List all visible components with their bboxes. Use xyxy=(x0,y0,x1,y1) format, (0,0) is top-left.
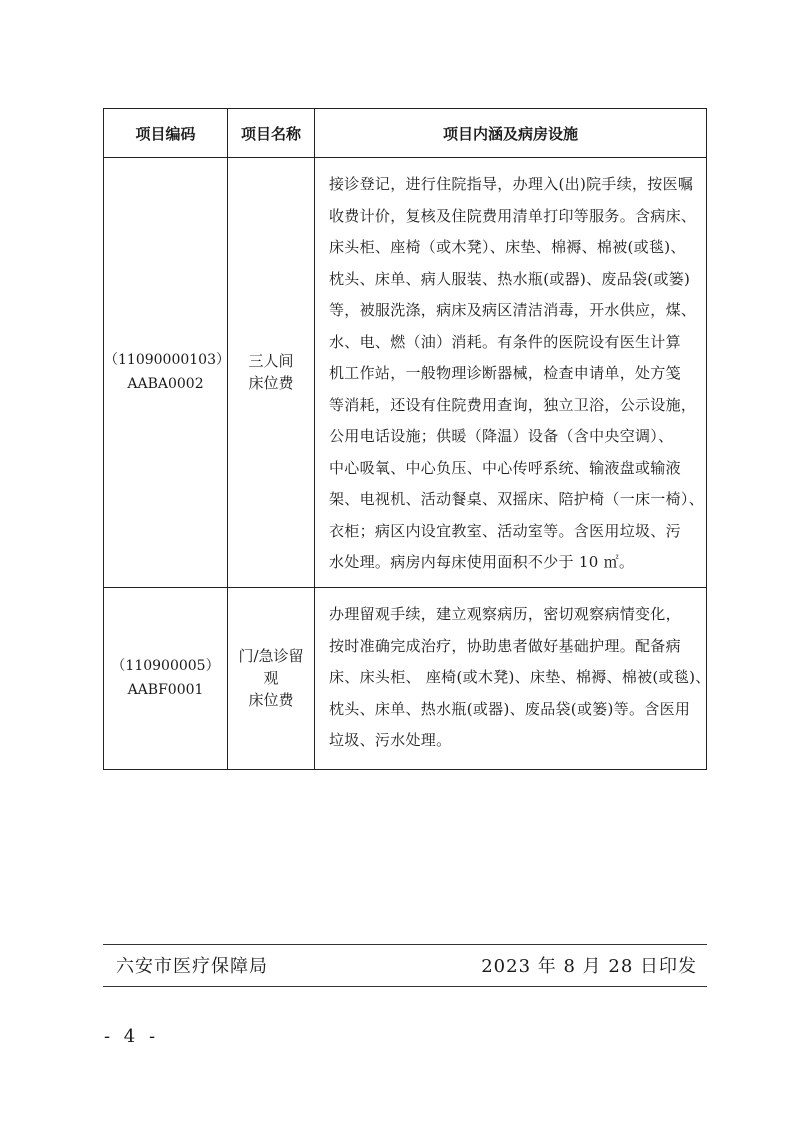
item-name-line: 观 xyxy=(263,669,279,687)
description-line: 架、电视机、活动餐桌、双摇床、陪护椅（一床一椅）、 xyxy=(329,490,705,508)
header-item-description: 项目内涵及病房设施 xyxy=(315,109,707,158)
header-item-name: 项目名称 xyxy=(228,109,315,158)
fee-item-table xyxy=(103,108,711,770)
issue-date: 2023 年 8 月 28 日印发 xyxy=(481,956,697,977)
page-number: - 4 - xyxy=(104,1026,160,1047)
item-name-line: 门/急诊留 xyxy=(238,647,304,665)
table-header-row xyxy=(104,109,707,158)
item-code-number: （110900005） xyxy=(111,658,220,674)
item-name-line: 三人间 xyxy=(248,352,294,371)
description-line: 办理留观手续，建立观察病历，密切观察病情变化， xyxy=(329,605,681,624)
description-line: 床、床头柜、 座椅(或木凳)、床垫、棉褥、棉被(或毯)、 xyxy=(329,668,711,687)
item-code-cell xyxy=(104,587,228,769)
description-line: 垃圾、污水处理。 xyxy=(329,731,452,750)
item-description-cell xyxy=(315,587,711,769)
description-line: 水处理。病房内每床使用面积不少于 10 ㎡。 xyxy=(329,553,635,571)
description-line: 机工作站，一般物理诊断器械，检查申请单，处方笺 xyxy=(329,364,681,382)
item-code-id: AABF0001 xyxy=(127,682,204,698)
item-name-cell xyxy=(228,587,315,769)
description-line: 等消耗，还设有住院费用查询，独立卫浴，公示设施， xyxy=(329,395,697,414)
item-name-line: 床位费 xyxy=(248,374,294,393)
item-name-cell xyxy=(228,158,315,588)
item-code-id: AABA0002 xyxy=(127,376,204,393)
item-code-cell xyxy=(104,158,228,588)
header-item-code: 项目编码 xyxy=(104,109,228,158)
description-line: 枕头、床单、热水瓶(或器)、废品袋(或篓)等。含医用 xyxy=(329,699,691,718)
footer-top-rule xyxy=(103,944,707,945)
item-code-number: （11090000103） xyxy=(104,352,230,369)
description-line: 中心吸氧、中心负压、中心传呼系统、输液盘或输液 xyxy=(329,458,681,477)
description-line: 水、电、燃（油）消耗。有条件的医院设有医生计算 xyxy=(329,332,681,351)
description-line: 按时准确完成治疗，协助患者做好基础护理。配备病 xyxy=(329,636,681,655)
description-line: 等，被服洗涤，病床及病区清洁消毒，开水供应，煤、 xyxy=(329,301,697,319)
description-line: 枕头、床单、病人服装、热水瓶(或器)、废品袋(或篓) xyxy=(329,269,691,288)
description-line: 公用电话设施；供暖（降温）设备（含中央空调）、 xyxy=(329,427,674,445)
item-description-cell xyxy=(315,158,707,588)
description-line: 接诊登记，进行住院指导，办理入(出)院手续，按医嘱 xyxy=(329,175,694,193)
table-row xyxy=(104,158,707,588)
issuing-authority: 六安市医疗保障局 xyxy=(116,956,268,977)
footer-bottom-rule xyxy=(103,986,707,987)
table-row xyxy=(104,587,707,769)
description-line: 衣柜；病区内设宜教室、活动室等。含医用垃圾、污 xyxy=(329,521,681,540)
item-name-line: 床位费 xyxy=(248,691,294,709)
description-line: 收费计价，复核及住院费用清单打印等服务。含病床、 xyxy=(329,206,697,225)
description-line: 床头柜、座椅（或木凳）、床垫、棉褥、棉被(或毯)、 xyxy=(329,238,686,256)
